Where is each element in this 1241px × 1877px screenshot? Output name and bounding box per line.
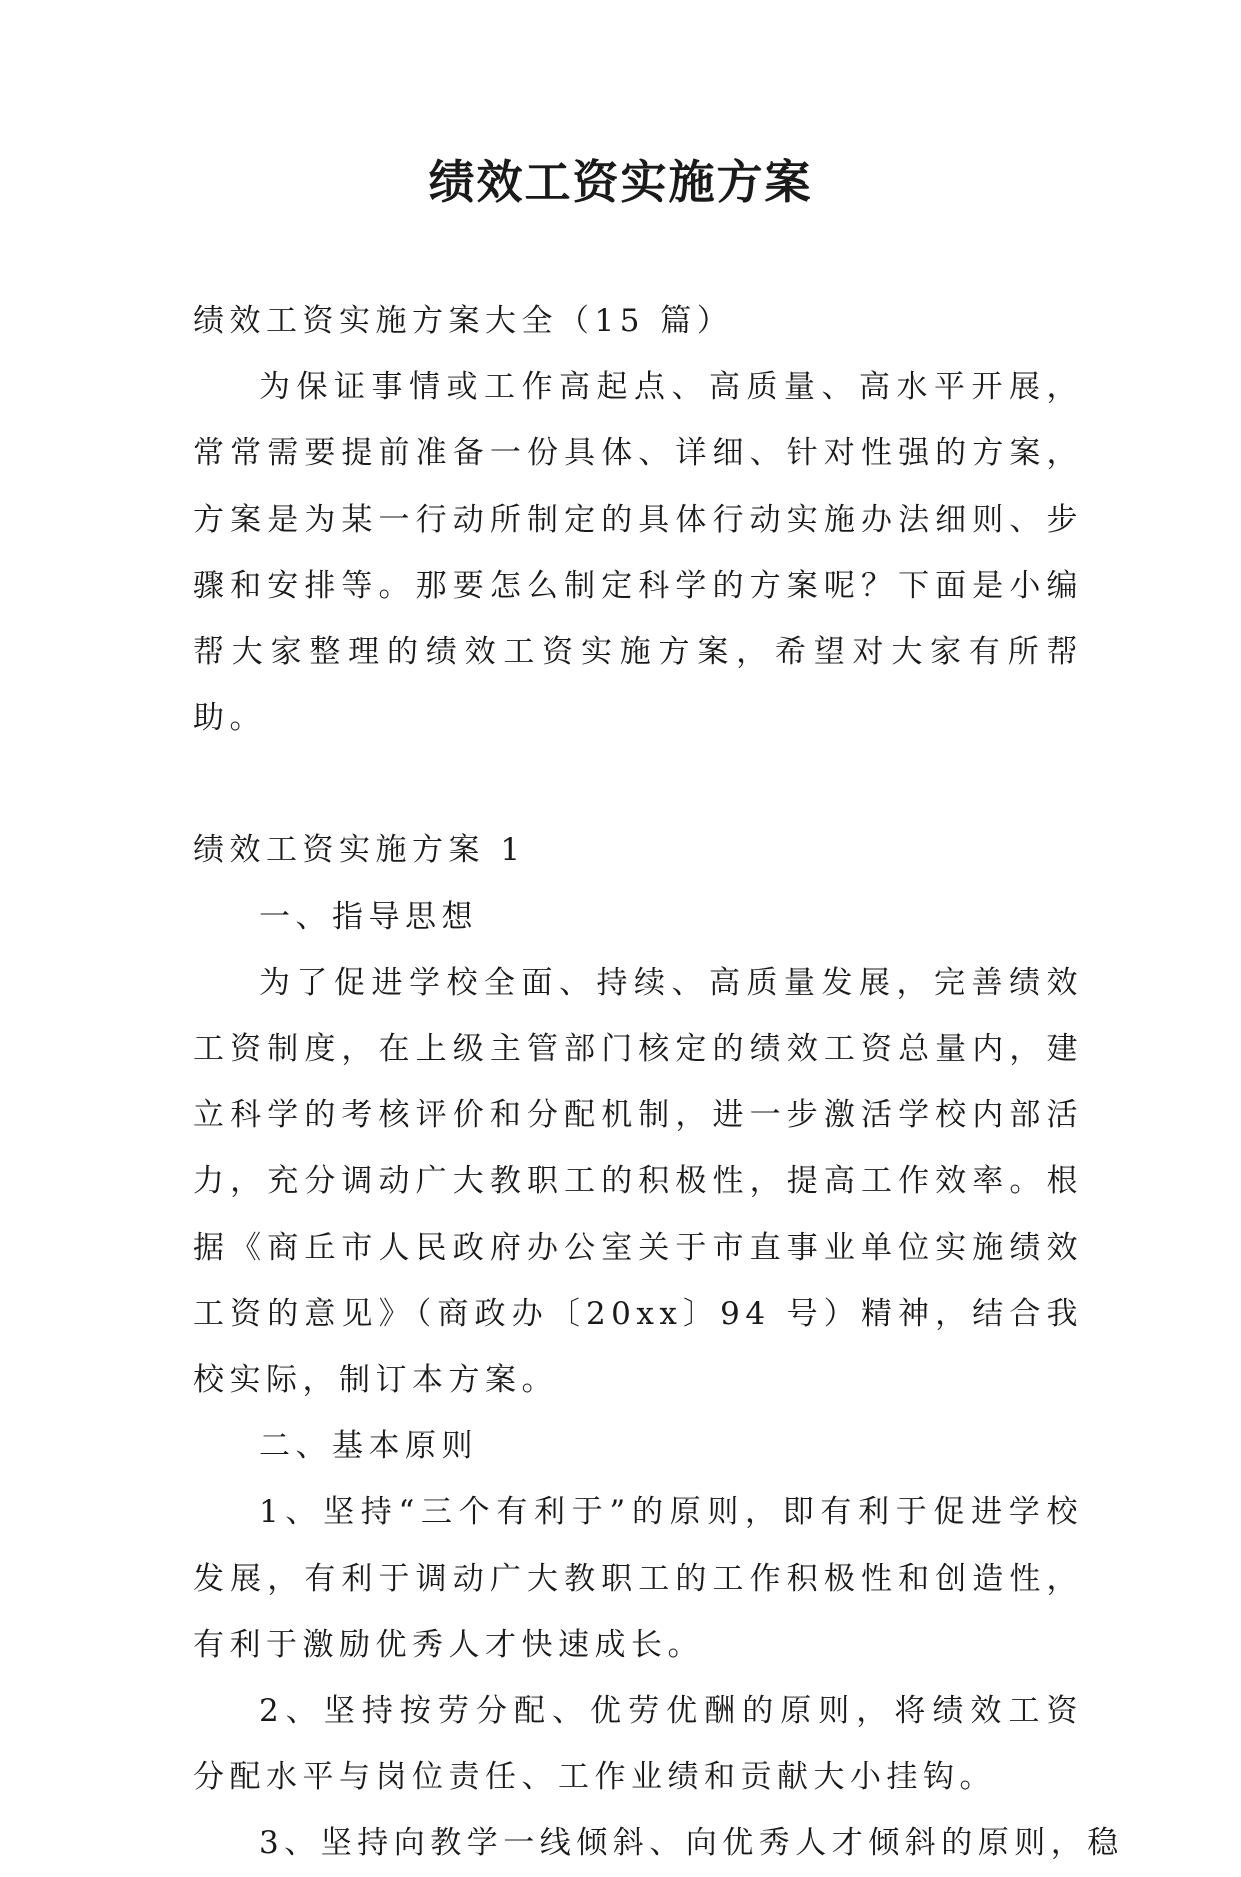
- section-heading: 绩效工资实施方案 1: [193, 832, 526, 869]
- document-body: [193, 288, 1124, 1877]
- principle-1: 1、坚持“三个有利于”的原则，即有利于促进学校发展，有利于调动广大教职工的工作积极性和创造性，有利于激励优秀人才快速成长。: [193, 1494, 1083, 1663]
- principle-3: 3、坚持向教学一线倾斜、向优秀人才倾斜的原则，稳: [259, 1825, 1124, 1862]
- intro-paragraph: 为保证事情或工作高起点、高质量、高水平开展，常常需要提前准备一份具体、详细、针对性强的方案，方案是为某一行动所制定的具体行动实施办法细则、步骤和安排等。那要怎么制定科学的方案呢？下面是小编帮大家整理的绩效工资实施方案，希望对大家有所帮助。: [193, 369, 1083, 737]
- collection-heading: 绩效工资实施方案大全（15 篇）: [193, 303, 734, 339]
- guiding-thought-paragraph: 为了促进学校全面、持续、高质量发展，完善绩效工资制度，在上级主管部门核定的绩效工资总量内，建立科学的考核评价和分配机制，进一步激活学校内部活力，充分调动广大教职工的积极性，提高工作效率。根据《商丘市人民政府办公室关于市直事业单位实施绩效工资的意见》（商政办〔20xx〕94 号）精神，结合我校实际，制订本方案。: [193, 964, 1083, 1399]
- document-title: 绩效工资实施方案: [428, 155, 813, 209]
- part-title-basic-principles: 二、基本原则: [259, 1428, 478, 1465]
- principle-2: 2、坚持按劳分配、优劳优酬的原则，将绩效工资分配水平与岗位责任、工作业绩和贡献大小挂钩。: [193, 1693, 1083, 1796]
- part-title-guiding-thought: 一、指导思想: [259, 898, 478, 935]
